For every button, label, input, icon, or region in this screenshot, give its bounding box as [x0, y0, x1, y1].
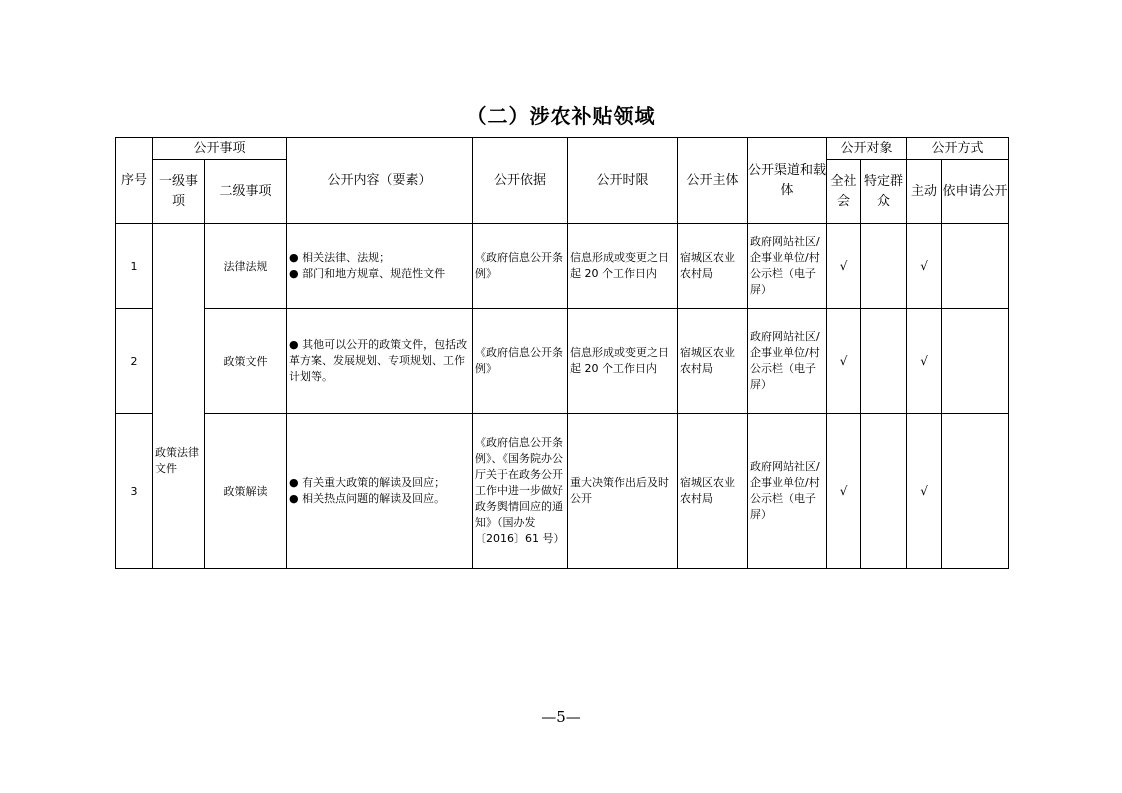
row-channel: 政府网站社区/企事业单位/村公示栏（电子屏）	[748, 414, 827, 569]
row-content	[287, 224, 473, 309]
content-bullet: ● 部门和地方规章、规范性文件	[289, 267, 446, 280]
disclosure-table	[115, 137, 1009, 569]
row-content	[287, 414, 473, 569]
row-level2: 政策解读	[205, 414, 287, 569]
row-specific-group-check	[861, 309, 907, 414]
row-time-limit: 重大决策作出后及时公开	[568, 414, 678, 569]
row-seq: 1	[116, 224, 153, 309]
header-subject: 公开主体	[678, 138, 748, 224]
row-on-request-check	[942, 309, 1009, 414]
row-basis: 《政府信息公开条例》	[473, 309, 568, 414]
table-row	[116, 309, 1009, 414]
header-audience: 公开对象	[827, 138, 907, 160]
header-active: 主动	[907, 160, 942, 224]
header-all-society: 全社会	[827, 160, 861, 224]
row-subject: 宿城区农业农村局	[678, 414, 748, 569]
header-basis: 公开依据	[473, 138, 568, 224]
content-bullet: ● 相关法律、法规；	[289, 251, 391, 264]
header-on-request: 依申请公开	[942, 160, 1009, 224]
row-channel: 政府网站社区/企事业单位/村公示栏（电子屏）	[748, 224, 827, 309]
header-row-1	[116, 138, 1009, 160]
row-active-check: √	[907, 309, 942, 414]
page-number: —5—	[541, 708, 581, 726]
table-row	[116, 414, 1009, 569]
header-specific-group: 特定群众	[861, 160, 907, 224]
row-seq: 3	[116, 414, 153, 569]
row-specific-group-check	[861, 224, 907, 309]
row-basis: 《政府信息公开条例》、《国务院办公厅关于在政务公开工作中进一步做好政务舆情回应的通知》（国办发〔2016〕61 号）	[473, 414, 568, 569]
row-all-society-check: √	[827, 414, 861, 569]
row-level2: 政策文件	[205, 309, 287, 414]
content-bullet: ● 相关热点问题的解读及回应。	[289, 492, 446, 505]
page-title: （二）涉农补贴领域	[466, 104, 656, 128]
header-public-items: 公开事项	[153, 138, 287, 160]
header-content: 公开内容（要素）	[287, 138, 473, 224]
row-time-limit: 信息形成或变更之日起 20 个工作日内	[568, 224, 678, 309]
row-all-society-check: √	[827, 224, 861, 309]
header-time-limit: 公开时限	[568, 138, 678, 224]
header-seq: 序号	[116, 138, 153, 224]
row-specific-group-check	[861, 414, 907, 569]
row-level2: 法律法规	[205, 224, 287, 309]
row-on-request-check	[942, 414, 1009, 569]
row-subject: 宿城区农业农村局	[678, 224, 748, 309]
header-level1: 一级事项	[153, 160, 205, 224]
row-time-limit: 信息形成或变更之日起 20 个工作日内	[568, 309, 678, 414]
header-method: 公开方式	[907, 138, 1009, 160]
row-channel: 政府网站社区/企事业单位/村公示栏（电子屏）	[748, 309, 827, 414]
table-row	[116, 224, 1009, 309]
row-subject: 宿城区农业农村局	[678, 309, 748, 414]
row-content	[287, 309, 473, 414]
row-basis: 《政府信息公开条例》	[473, 224, 568, 309]
row-on-request-check	[942, 224, 1009, 309]
row-active-check: √	[907, 224, 942, 309]
content-bullet: ● 有关重大政策的解读及回应；	[289, 476, 446, 489]
level1-cell: 政策法律文件	[153, 224, 205, 569]
row-active-check: √	[907, 414, 942, 569]
header-level2: 二级事项	[205, 160, 287, 224]
row-seq: 2	[116, 309, 153, 414]
content-bullet: ● 其他可以公开的政策文件，包括改革方案、发展规划、专项规划、工作计划等。	[289, 338, 468, 383]
header-channel: 公开渠道和载体	[748, 138, 827, 224]
row-all-society-check: √	[827, 309, 861, 414]
